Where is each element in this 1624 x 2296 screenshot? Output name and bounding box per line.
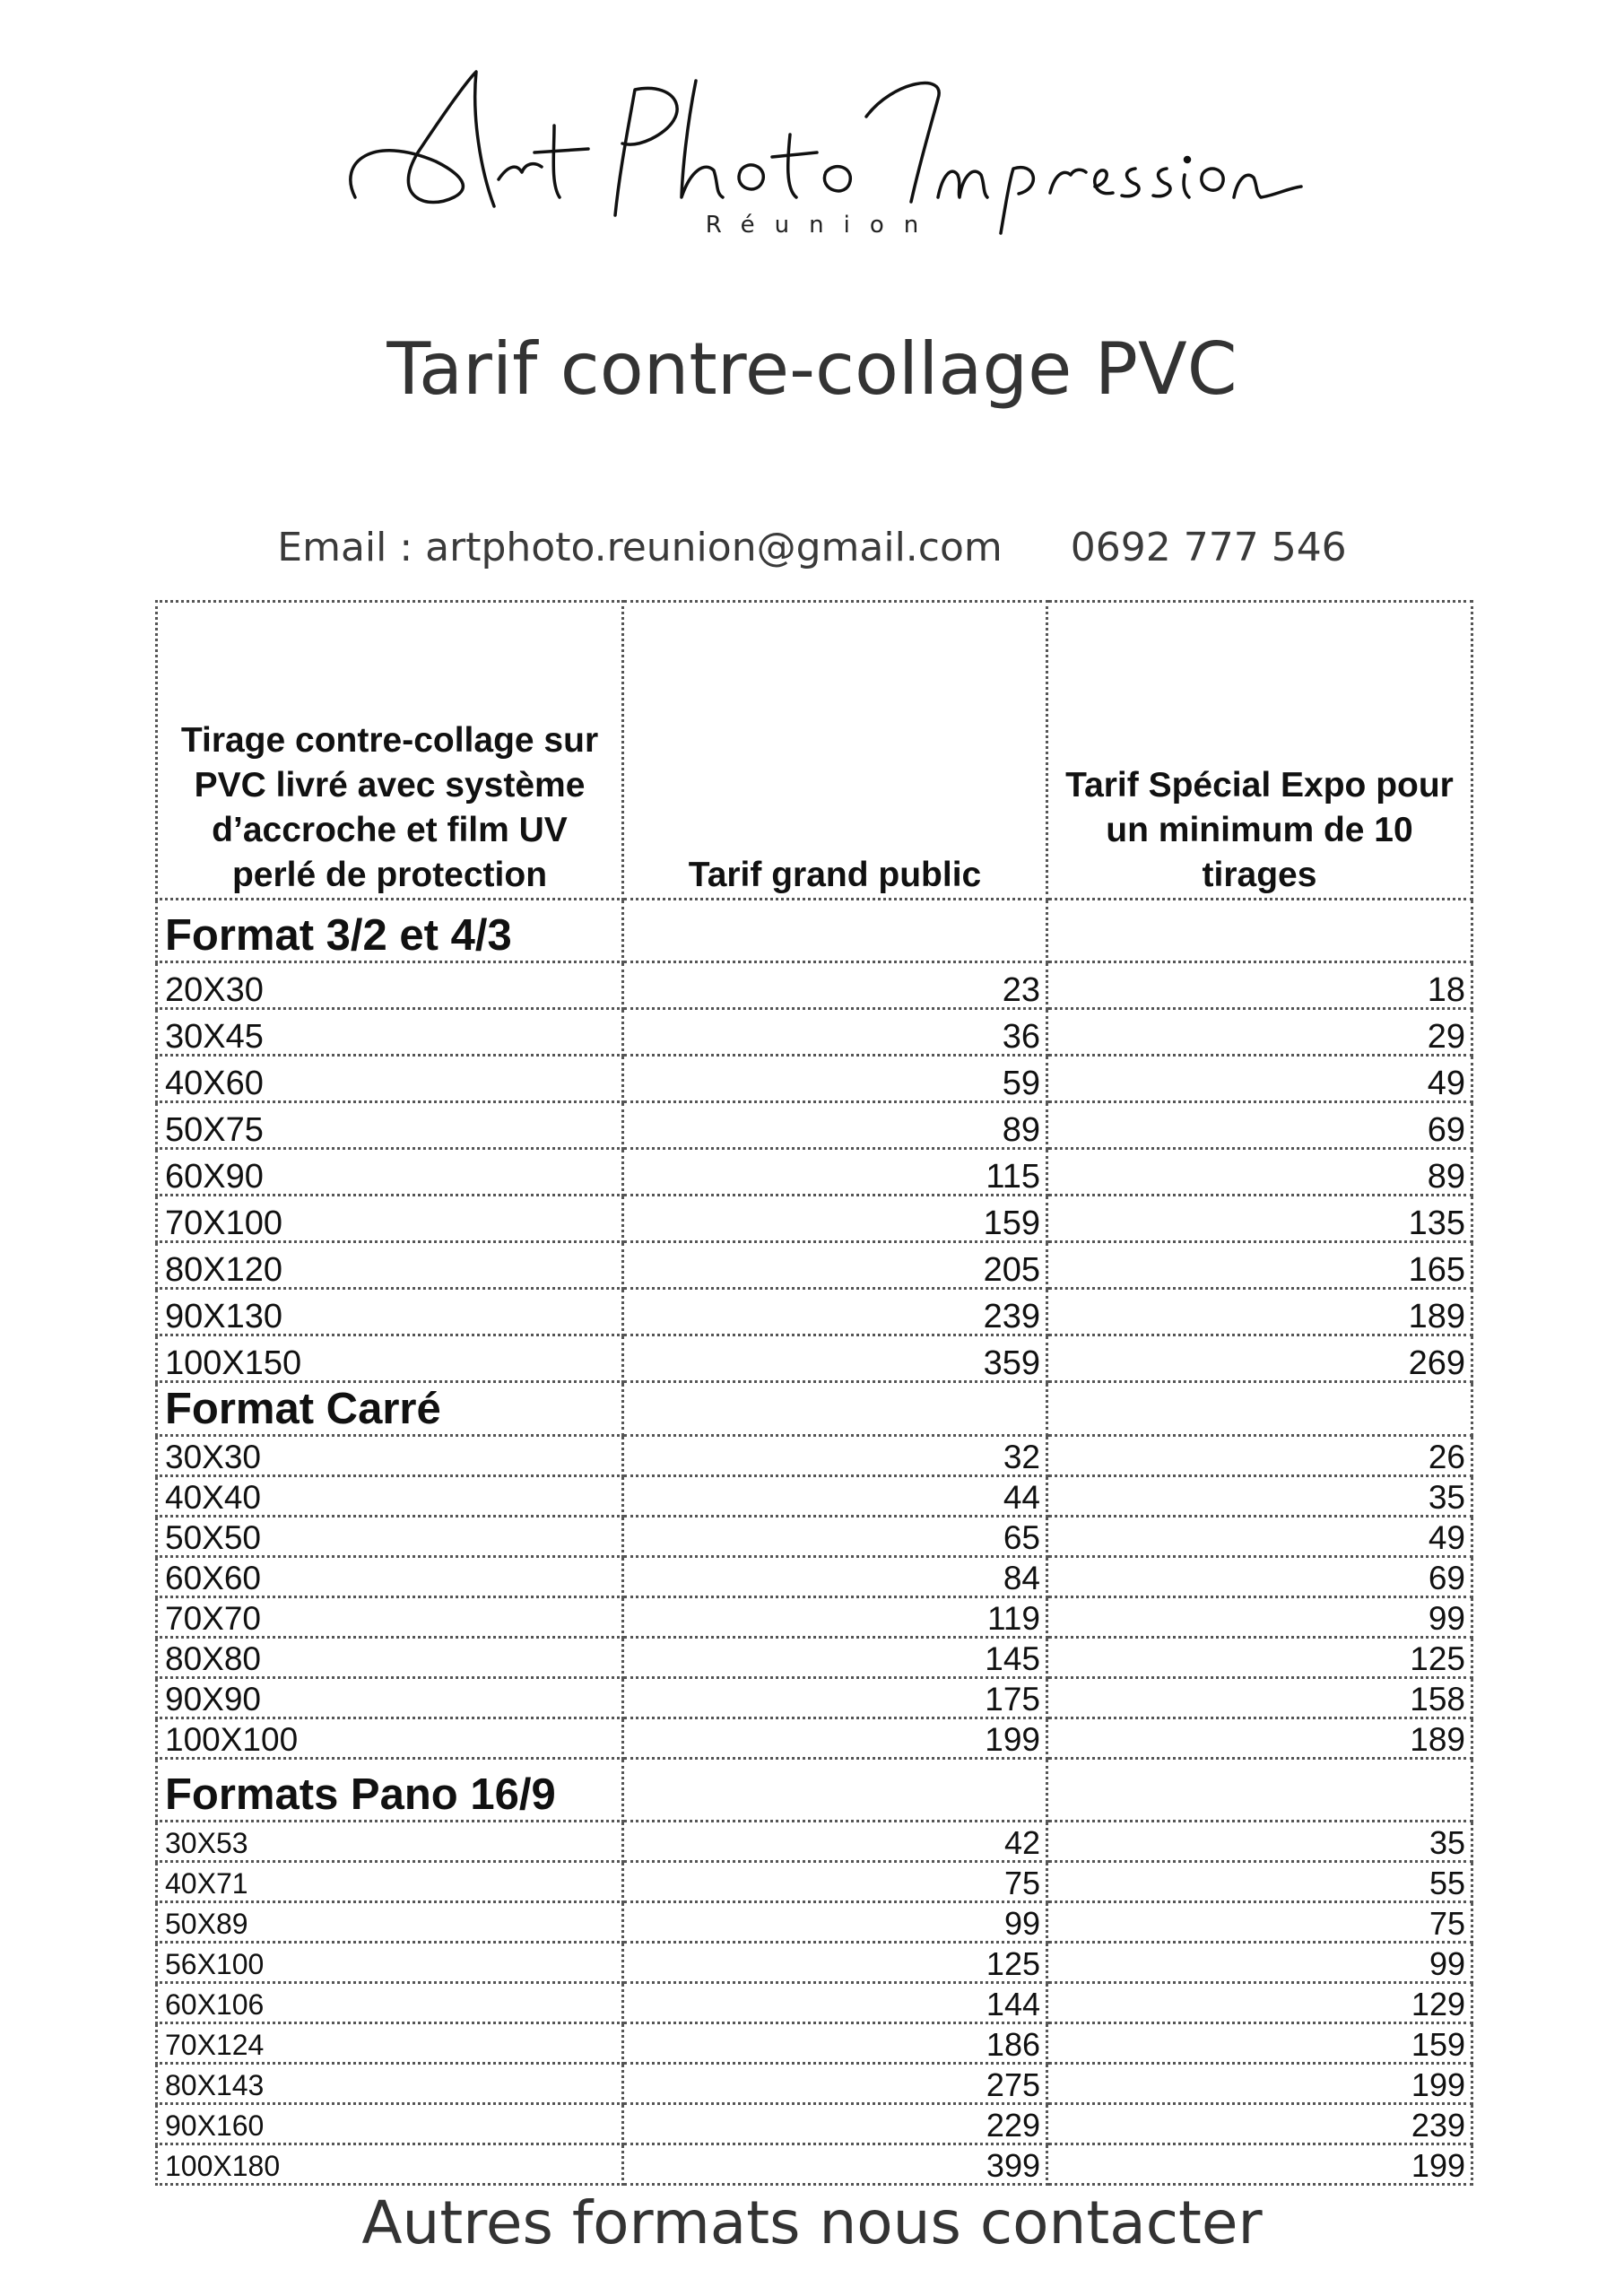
public-price-cell: 399: [623, 2144, 1047, 2185]
expo-price-cell: 75: [1047, 1902, 1472, 1943]
expo-price-cell: 26: [1047, 1436, 1472, 1476]
brand-tagline: Réunion: [705, 212, 939, 239]
table-row: [157, 1862, 1472, 1902]
table-row: [157, 2064, 1472, 2104]
header-expo-price: Tarif Spécial Expo pour un minimum de 10 tirages: [1047, 602, 1472, 900]
expo-price-cell: 135: [1047, 1196, 1472, 1242]
format-cell: 20X30: [157, 962, 623, 1009]
public-price-cell: 275: [623, 2064, 1047, 2104]
section-format-carre: [157, 1382, 1472, 1759]
expo-price-cell: 159: [1047, 2023, 1472, 2064]
public-price-cell: 145: [623, 1638, 1047, 1678]
expo-price-cell: 158: [1047, 1678, 1472, 1718]
table-row: [157, 1242, 1472, 1289]
public-price-cell: 84: [623, 1557, 1047, 1597]
expo-price-cell: 239: [1047, 2104, 1472, 2144]
format-cell: 56X100: [157, 1943, 623, 1983]
table-row: [157, 1983, 1472, 2023]
table-row: [157, 1009, 1472, 1056]
table-row: [157, 2104, 1472, 2144]
table-row: [157, 1822, 1472, 1862]
expo-price-cell: 55: [1047, 1862, 1472, 1902]
footer-note: Autres formats nous contacter: [361, 2188, 1263, 2257]
table-row: [157, 1436, 1472, 1476]
format-cell: 40X71: [157, 1862, 623, 1902]
expo-price-cell: 125: [1047, 1638, 1472, 1678]
public-price-cell: 229: [623, 2104, 1047, 2144]
public-price-cell: 186: [623, 2023, 1047, 2064]
table-row: [157, 1943, 1472, 1983]
format-cell: 70X124: [157, 2023, 623, 2064]
table-row: [157, 1902, 1472, 1943]
table-row: [157, 1517, 1472, 1557]
format-cell: 90X160: [157, 2104, 623, 2144]
expo-price-cell: 89: [1047, 1149, 1472, 1196]
expo-price-cell: 199: [1047, 2064, 1472, 2104]
expo-price-cell: 49: [1047, 1056, 1472, 1102]
public-price-cell: 32: [623, 1436, 1047, 1476]
expo-price-cell: 69: [1047, 1557, 1472, 1597]
format-cell: 60X106: [157, 1983, 623, 2023]
table-row: [157, 1335, 1472, 1382]
format-cell: 80X80: [157, 1638, 623, 1678]
format-cell: 80X120: [157, 1242, 623, 1289]
section-header-row: [157, 900, 1472, 962]
section-title: Format 3/2 et 4/3: [157, 900, 623, 962]
expo-price-cell: 165: [1047, 1242, 1472, 1289]
public-price-cell: 175: [623, 1678, 1047, 1718]
price-table: [155, 600, 1473, 2186]
expo-price-cell: 129: [1047, 1983, 1472, 2023]
expo-price-cell: 199: [1047, 2144, 1472, 2185]
public-price-cell: 99: [623, 1902, 1047, 1943]
public-price-cell: 59: [623, 1056, 1047, 1102]
section-format-3-2: [157, 900, 1472, 1382]
expo-price-cell: 69: [1047, 1102, 1472, 1149]
expo-price-cell: 269: [1047, 1335, 1472, 1382]
section-format-pano: [157, 1759, 1472, 2185]
table-row: [157, 1597, 1472, 1638]
contact-line: [0, 525, 1624, 570]
page-title: Tarif contre-collage PVC: [386, 327, 1238, 411]
format-cell: 30X30: [157, 1436, 623, 1476]
format-cell: 30X45: [157, 1009, 623, 1056]
expo-price-cell: 18: [1047, 962, 1472, 1009]
section-header-row: [157, 1382, 1472, 1436]
format-cell: 40X40: [157, 1476, 623, 1517]
contact-phone[interactable]: 0692 777 546: [1070, 525, 1347, 570]
format-cell: 40X60: [157, 1056, 623, 1102]
expo-price-cell: 49: [1047, 1517, 1472, 1557]
table-row: [157, 1149, 1472, 1196]
table-row: [157, 1718, 1472, 1759]
expo-price-cell: 29: [1047, 1009, 1472, 1056]
table-row: [157, 1056, 1472, 1102]
public-price-cell: 44: [623, 1476, 1047, 1517]
table-row: [157, 1678, 1472, 1718]
format-cell: 50X50: [157, 1517, 623, 1557]
expo-price-cell: 35: [1047, 1822, 1472, 1862]
expo-price-cell: 35: [1047, 1476, 1472, 1517]
public-price-cell: 42: [623, 1822, 1047, 1862]
public-price-cell: 144: [623, 1983, 1047, 2023]
header-public-price: Tarif grand public: [623, 602, 1047, 900]
expo-price-cell: 189: [1047, 1289, 1472, 1335]
public-price-cell: 359: [623, 1335, 1047, 1382]
public-price-cell: 36: [623, 1009, 1047, 1056]
table-row: [157, 1289, 1472, 1335]
format-cell: 90X130: [157, 1289, 623, 1335]
format-cell: 100X150: [157, 1335, 623, 1382]
section-header-row: [157, 1759, 1472, 1822]
format-cell: 50X75: [157, 1102, 623, 1149]
table-row: [157, 2023, 1472, 2064]
public-price-cell: 23: [623, 962, 1047, 1009]
public-price-cell: 65: [623, 1517, 1047, 1557]
section-title: Format Carré: [157, 1382, 623, 1436]
format-cell: 70X70: [157, 1597, 623, 1638]
expo-price-cell: 189: [1047, 1718, 1472, 1759]
format-cell: 90X90: [157, 1678, 623, 1718]
format-cell: 60X60: [157, 1557, 623, 1597]
public-price-cell: 75: [623, 1862, 1047, 1902]
table-row: [157, 1557, 1472, 1597]
format-cell: 100X180: [157, 2144, 623, 2185]
expo-price-cell: 99: [1047, 1943, 1472, 1983]
table-row: [157, 1476, 1472, 1517]
format-cell: 30X53: [157, 1822, 623, 1862]
public-price-cell: 89: [623, 1102, 1047, 1149]
format-cell: 50X89: [157, 1902, 623, 1943]
format-cell: 60X90: [157, 1149, 623, 1196]
expo-price-cell: 99: [1047, 1597, 1472, 1638]
public-price-cell: 199: [623, 1718, 1047, 1759]
table-row: [157, 962, 1472, 1009]
contact-email[interactable]: Email : artphoto.reunion@gmail.com: [277, 525, 1003, 570]
public-price-cell: 119: [623, 1597, 1047, 1638]
public-price-cell: 125: [623, 1943, 1047, 1983]
public-price-cell: 205: [623, 1242, 1047, 1289]
table-row: [157, 2144, 1472, 2185]
public-price-cell: 239: [623, 1289, 1047, 1335]
table-row: [157, 1196, 1472, 1242]
table-row: [157, 1638, 1472, 1678]
format-cell: 80X143: [157, 2064, 623, 2104]
section-title: Formats Pano 16/9: [157, 1759, 623, 1822]
format-cell: 70X100: [157, 1196, 623, 1242]
public-price-cell: 115: [623, 1149, 1047, 1196]
table-row: [157, 1102, 1472, 1149]
table-header-row: [157, 602, 1472, 900]
public-price-cell: 159: [623, 1196, 1047, 1242]
header-format: Tirage contre-collage sur PVC livré avec système d’accroche et film UV perlé de protection: [157, 602, 623, 900]
format-cell: 100X100: [157, 1718, 623, 1759]
